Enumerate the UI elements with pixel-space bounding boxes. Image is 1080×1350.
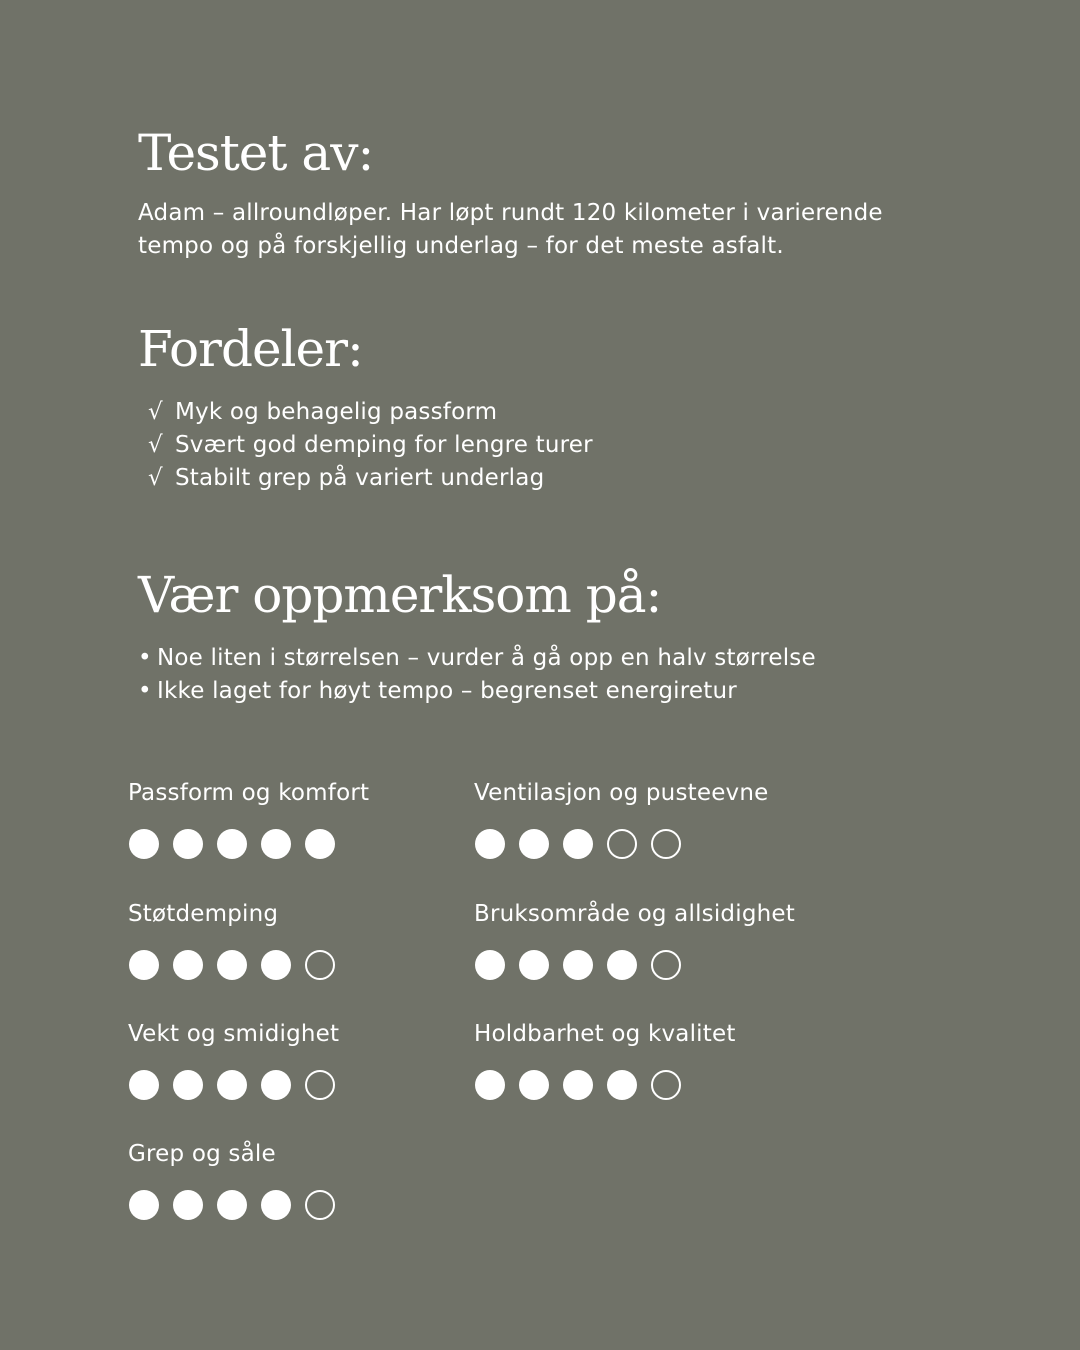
bullet-icon: •	[138, 645, 152, 671]
rating-stotdemping	[128, 900, 335, 980]
cons-list	[138, 642, 816, 708]
rating-bruksomrade	[474, 900, 795, 980]
rating-dots	[129, 829, 369, 859]
empty-dot-icon	[607, 829, 637, 859]
filled-dot-icon	[607, 1070, 637, 1100]
cons-heading: Vær oppmerksom på:	[138, 566, 662, 624]
filled-dot-icon	[261, 829, 291, 859]
rating-label: Holdbarhet og kvalitet	[474, 1021, 736, 1047]
rating-passform	[128, 779, 369, 859]
pros-list-item: √ Myk og behagelig passform	[148, 396, 593, 429]
rating-dots	[129, 1190, 335, 1220]
pros-heading: Fordeler:	[138, 320, 363, 378]
filled-dot-icon	[607, 950, 637, 980]
filled-dot-icon	[173, 950, 203, 980]
rating-label: Ventilasjon og pusteevne	[474, 780, 769, 806]
rating-grep	[128, 1140, 335, 1220]
filled-dot-icon	[129, 829, 159, 859]
filled-dot-icon	[519, 1070, 549, 1100]
rating-ventilasjon	[474, 779, 769, 859]
check-icon: √	[148, 465, 163, 491]
filled-dot-icon	[519, 950, 549, 980]
rating-label: Passform og komfort	[128, 780, 370, 806]
rating-dots	[129, 1070, 339, 1100]
filled-dot-icon	[217, 1190, 247, 1220]
filled-dot-icon	[519, 829, 549, 859]
filled-dot-icon	[173, 829, 203, 859]
filled-dot-icon	[129, 950, 159, 980]
filled-dot-icon	[563, 829, 593, 859]
empty-dot-icon	[305, 950, 335, 980]
tester-description: Adam – allroundløper. Har løpt rundt 120 kilometer i varierende tempo og på forskjellig underlag – for det meste asfalt.	[138, 200, 883, 259]
empty-dot-icon	[651, 1070, 681, 1100]
filled-dot-icon	[261, 1190, 291, 1220]
pros-list	[148, 396, 593, 495]
filled-dot-icon	[173, 1070, 203, 1100]
pros-list-item: √ Stabilt grep på variert underlag	[148, 462, 593, 495]
filled-dot-icon	[261, 950, 291, 980]
rating-label: Støtdemping	[128, 901, 279, 927]
rating-dots	[475, 1070, 736, 1100]
filled-dot-icon	[563, 950, 593, 980]
filled-dot-icon	[475, 950, 505, 980]
filled-dot-icon	[261, 1070, 291, 1100]
filled-dot-icon	[475, 1070, 505, 1100]
filled-dot-icon	[563, 1070, 593, 1100]
rating-label: Bruksområde og allsidighet	[474, 901, 795, 927]
filled-dot-icon	[129, 1190, 159, 1220]
filled-dot-icon	[217, 1070, 247, 1100]
empty-dot-icon	[651, 950, 681, 980]
pros-list-item: √ Svært god demping for lengre turer	[148, 429, 593, 462]
rating-dots	[475, 950, 795, 980]
bullet-icon: •	[138, 678, 152, 704]
filled-dot-icon	[475, 829, 505, 859]
empty-dot-icon	[305, 1070, 335, 1100]
rating-vekt	[128, 1020, 339, 1100]
filled-dot-icon	[129, 1070, 159, 1100]
filled-dot-icon	[173, 1190, 203, 1220]
filled-dot-icon	[217, 950, 247, 980]
rating-dots	[475, 829, 769, 859]
cons-list-item: • Ikke laget for høyt tempo – begrenset energiretur	[138, 675, 816, 708]
check-icon: √	[148, 432, 163, 458]
filled-dot-icon	[305, 829, 335, 859]
empty-dot-icon	[305, 1190, 335, 1220]
cons-list-item: • Noe liten i størrelsen – vurder å gå opp en halv størrelse	[138, 642, 816, 675]
rating-label: Grep og såle	[128, 1141, 276, 1167]
rating-holdbarhet	[474, 1020, 736, 1100]
filled-dot-icon	[217, 829, 247, 859]
rating-label: Vekt og smidighet	[128, 1021, 340, 1047]
check-icon: √	[148, 399, 163, 425]
empty-dot-icon	[651, 829, 681, 859]
rating-dots	[129, 950, 335, 980]
tested-by-heading: Testet av:	[138, 124, 374, 182]
